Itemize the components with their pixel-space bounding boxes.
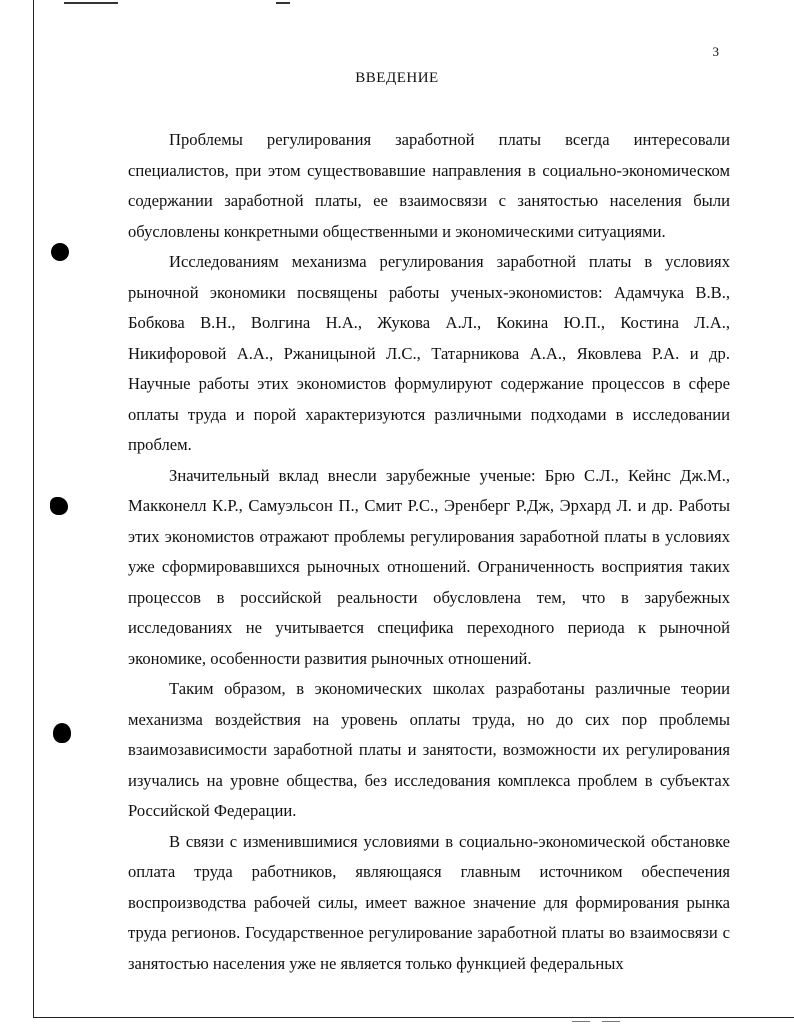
page-left-border xyxy=(33,0,34,1018)
scan-bottom-mark xyxy=(602,1021,620,1022)
paragraph: Проблемы регулирования заработной платы всегда интересовали специалистов, при этом существовавшие направления в социально-экономическом содержании заработной платы, ее взаимосвязи с занятостью населения были обусловлены конкретными общественными и экономическими ситуациями. xyxy=(128,130,730,241)
scan-top-mark xyxy=(64,2,118,4)
scan-top-mark xyxy=(276,2,290,4)
page-title: ВВЕДЕНИЕ xyxy=(355,70,439,86)
binder-hole xyxy=(50,497,68,515)
scan-bottom-mark xyxy=(572,1021,590,1022)
paragraph: Исследованиям механизма регулирования заработной платы в условиях рыночной экономики посвящены работы ученых-экономистов: Адамчука В.В., Бобкова В.Н., Волгина Н.А., Жукова А.Л., Кокина Ю.П., Костина Л.А., Никифоровой А.А., Ржаницыной Л.С., Татарникова А.А., Яковлева Р.А. и др. Научные работы этих экономистов формулируют содержание процессов в сфере оплаты труда и порой характеризуются различными подходами в исследовании проблем. xyxy=(128,252,730,454)
binder-hole xyxy=(53,723,71,743)
paragraph: Значительный вклад внесли зарубежные ученые: Брю С.Л., Кейнс Дж.М., Макконелл К.Р., Самуэльсон П., Смит Р.С., Эренберг Р.Дж, Эрхард Л. и др. Работы этих экономистов отражают проблемы регулирования заработной платы в условиях уже сформировавшихся рыночных отношений. Ограниченность восприятия таких процессов в российской реальности обусловлена тем, что в зарубежных исследованиях не учитывается специфика переходного периода к рыночной экономике, особенности развития рыночных отношений. xyxy=(128,465,730,668)
paragraph: В связи с изменившимися условиями в социально-экономической обстановке оплата труда работников, являющаяся главным источником обеспечения воспроизводства рабочей силы, имеет важное значение для формирования рынка труда регионов. Государственное регулирование заработной платы во взаимосвязи с занятостью населения уже не является только функцией федеральных xyxy=(128,831,730,973)
binder-hole xyxy=(51,243,69,261)
paragraph: Таким образом, в экономических школах разработаны различные теории механизма воздействия на уровень оплаты труда, но до сих пор проблемы взаимозависимости заработной платы и занятости, возможности их регулирования изучались на уровне общества, без исследования комплекса проблем в субъектах Российской Федерации. xyxy=(128,679,730,820)
body-text xyxy=(128,125,730,979)
page-bottom-border xyxy=(33,1017,794,1018)
page-number: 3 xyxy=(712,44,719,59)
